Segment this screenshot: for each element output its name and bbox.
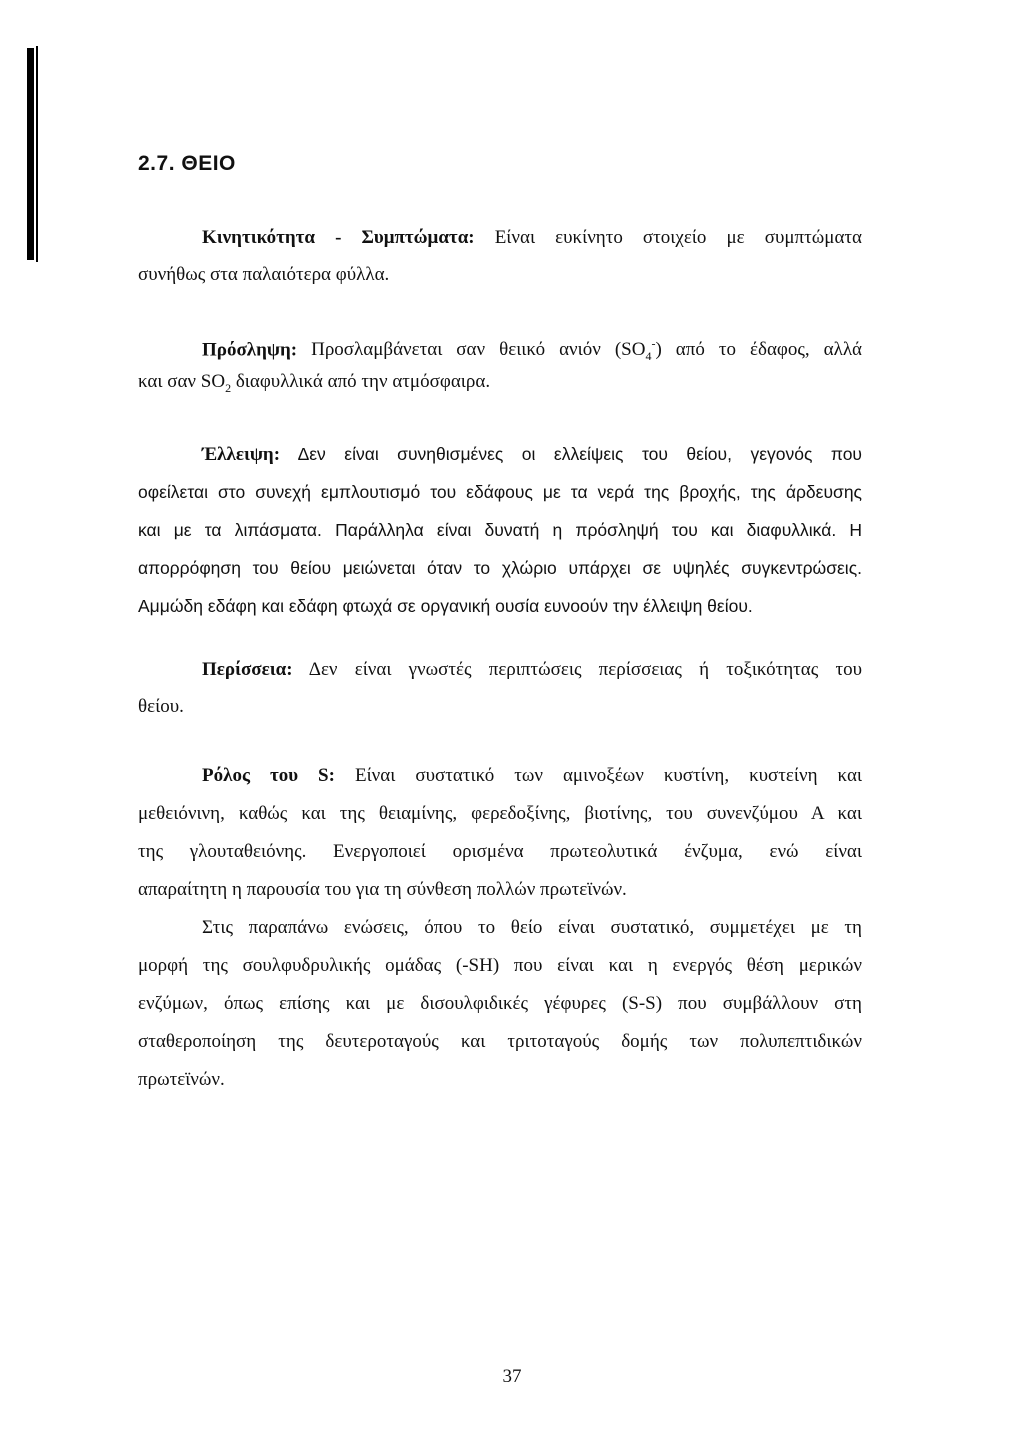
scan-edge-line [36,46,38,262]
role-p2-line-3: ενζύμων, όπως επίσης και με δισουλφιδικές γέφυρες (S-S) που συμβάλλουν στη [138,993,862,1014]
scan-edge-bar [27,48,34,260]
mobility-line-1 [138,219,862,256]
role-text: Είναι συστατικό των αμινοξέων κυστίνη, κυστείνη και [354,765,863,786]
deficiency-label: Έλλειψη: [202,444,281,465]
role-p2-line-2: μορφή της σουλφυδρυλικής ομάδας (-SH) που είναι και η ενεργός θέση μερικών [138,955,862,976]
deficiency-line-2: οφείλεται στο συνεχή εμπλουτισμό του εδάφους με τα νερά της βροχής, της άρδευσης [138,482,862,502]
deficiency-paragraph [138,435,862,625]
mobility-label: Κινητικότητα - Συμπτώματα: [202,227,475,248]
uptake-line-2: και σαν $SO_2$ διαφυλλικά από την ατμόσφαιρα. [138,371,491,395]
uptake-label: Πρόσληψη: [202,339,298,361]
uptake-line-1 [138,326,862,363]
role-line-2: μεθειόνινη, καθώς και της θειαμίνης, φερεδοξίνης, βιοτίνης, του συνενζύμου Α και [138,803,862,824]
role-label: Ρόλος του S: [202,765,335,786]
role-line-1 [138,757,862,795]
excess-paragraph [138,651,862,725]
role-p2-line-5: πρωτεϊνών. [138,1069,225,1090]
uptake-paragraph [138,326,862,400]
deficiency-line-3: και με τα λιπάσματα. Παράλληλα είναι δυνατή η πρόσληψή του και διαφυλλικά. Η [138,520,862,540]
deficiency-text: Δεν είναι συνηθισμένες οι ελλείψεις του θείου, γεγονός που [297,444,862,464]
role-line-4: απαραίτητη η παρουσία του για τη σύνθεση πολλών πρωτεϊνών. [138,879,627,900]
page-number: 37 [502,1366,522,1387]
excess-line-2: θείου. [138,696,184,717]
section-heading: 2.7. ΘΕΙΟ [138,152,236,175]
uptake-text: Προσλαμβάνεται σαν θειικό ανιόν $(SO_4^-)$ από το έδαφος, αλλά [311,337,862,364]
deficiency-line-4: απορρόφηση του θείου μειώνεται όταν το χλώριο υπάρχει σε υψηλές συγκεντρώσεις. [138,558,862,578]
role-p2-line-1: Στις παραπάνω ενώσεις, όπου το θείο είναι συστατικό, συμμετέχει με τη [202,917,862,938]
deficiency-line-1 [138,435,862,473]
mobility-paragraph [138,219,862,293]
excess-text: Δεν είναι γνωστές περιπτώσεις περίσσειας ή τοξικότητας του [308,659,863,680]
mobility-text: Είναι ευκίνητο στοιχείο με συμπτώματα [494,227,862,248]
role-p2-line-4: σταθεροποίηση της δευτεροταγούς και τριτοταγούς δομής των πολυπεπτιδικών [138,1031,862,1052]
deficiency-line-5: Αμμώδη εδάφη και εδάφη φτωχά σε οργανική ουσία ευνοούν την έλλειψη θείου. [138,596,753,616]
role-line-3: της γλουταθειόνης. Ενεργοποιεί ορισμένα πρωτεολυτικά ένζυμα, ενώ είναι [138,841,862,862]
role-paragraph [138,757,862,1099]
excess-label: Περίσσεια: [202,659,293,680]
mobility-line-2: συνήθως στα παλαιότερα φύλλα. [138,264,390,285]
excess-line-1 [138,651,862,688]
